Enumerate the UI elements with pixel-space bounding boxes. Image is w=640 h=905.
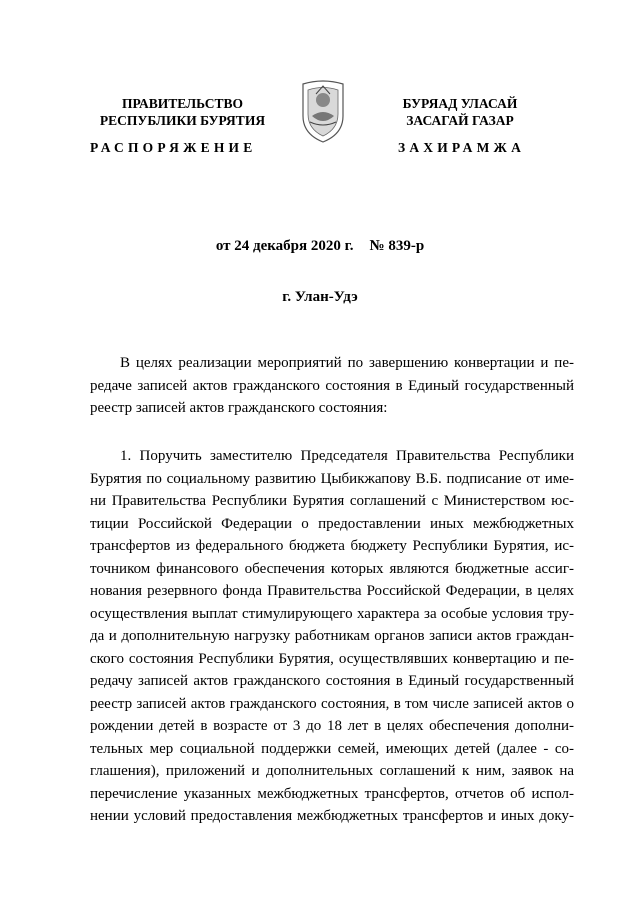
text-line: реестр записей актов гражданского состояния, в том числе записей актов о — [90, 695, 574, 712]
intro-paragraph — [90, 352, 574, 420]
government-name-line1: ПРАВИТЕЛЬСТВО — [121, 96, 243, 111]
document-city: г. Улан-Удэ — [282, 289, 358, 305]
item-1-paragraph — [90, 445, 574, 828]
text-line: да и дополнительную нагрузку работникам органов записи актов граждан- — [90, 628, 574, 644]
text-line: редаче записей актов гражданского состояния в Единый государственный — [90, 377, 574, 394]
text-line: реестр записей актов гражданского состояния: — [90, 400, 388, 416]
document-type-buryat: ЗАХИРАМЖА — [398, 140, 526, 155]
document-type-russian: РАСПОРЯЖЕНИЕ — [90, 140, 257, 155]
text-line: осуществления выплат стимулирующего характера за особые условия тру- — [90, 605, 574, 622]
document-date: от 24 декабря 2020 г. — [215, 238, 354, 254]
text-line: ни Правительства Республики Бурятия соглашений с Министерством юс- — [90, 493, 574, 509]
text-line: тиции Российской Федерации о предоставлении иных межбюджетных — [90, 515, 574, 532]
document-number: № 839-р — [369, 238, 425, 254]
government-name-buryat-line1: БУРЯАД УЛАСАЙ — [402, 96, 518, 111]
text-line: редачу записей актов гражданского состояния в Единый государственный — [90, 673, 574, 689]
government-name-russian — [80, 95, 285, 129]
government-name-buryat-line2: ЗАСАГАЙ ГАЗАР — [406, 113, 514, 128]
text-line: нования резервного фонда Правительства Российской Федерации, в целях — [90, 583, 574, 599]
text-line: Бурятия по социальному развитию Цыбикжапову В.Б. подписание от име- — [90, 470, 574, 487]
government-name-buryat — [360, 95, 560, 129]
text-line: глашения), приложений и дополнительных соглашений к ним, заявок на — [90, 763, 574, 779]
document-date-line — [0, 238, 640, 255]
text-line: тельных мер социальной поддержки семей, имеющих детей (далее - со- — [90, 740, 574, 757]
text-line: перечисление указанных межбюджетных трансфертов, отчетов об испол- — [90, 785, 574, 802]
text-line: трансфертов из федерального бюджета бюджету Республики Бурятия, ис- — [90, 538, 574, 554]
text-line: нении условий предоставления межбюджетных трансфертов и иных доку- — [90, 808, 574, 824]
coat-of-arms-icon — [298, 76, 348, 146]
government-name-line2: РЕСПУБЛИКИ БУРЯТИЯ — [99, 113, 266, 128]
text-line: рождении детей в возрасте от 3 до 18 лет в целях обеспечения дополни- — [90, 718, 574, 734]
text-line: ского состояния Республики Бурятия, осуществлявших конвертацию и пе- — [90, 650, 574, 667]
text-line: В целях реализации мероприятий по завершению конвертации и пе- — [120, 355, 574, 371]
text-line: 1. Поручить заместителю Председателя Правительства Республики — [120, 448, 574, 464]
text-line: точником финансового обеспечения которых являются бюджетные ассиг- — [90, 560, 574, 577]
